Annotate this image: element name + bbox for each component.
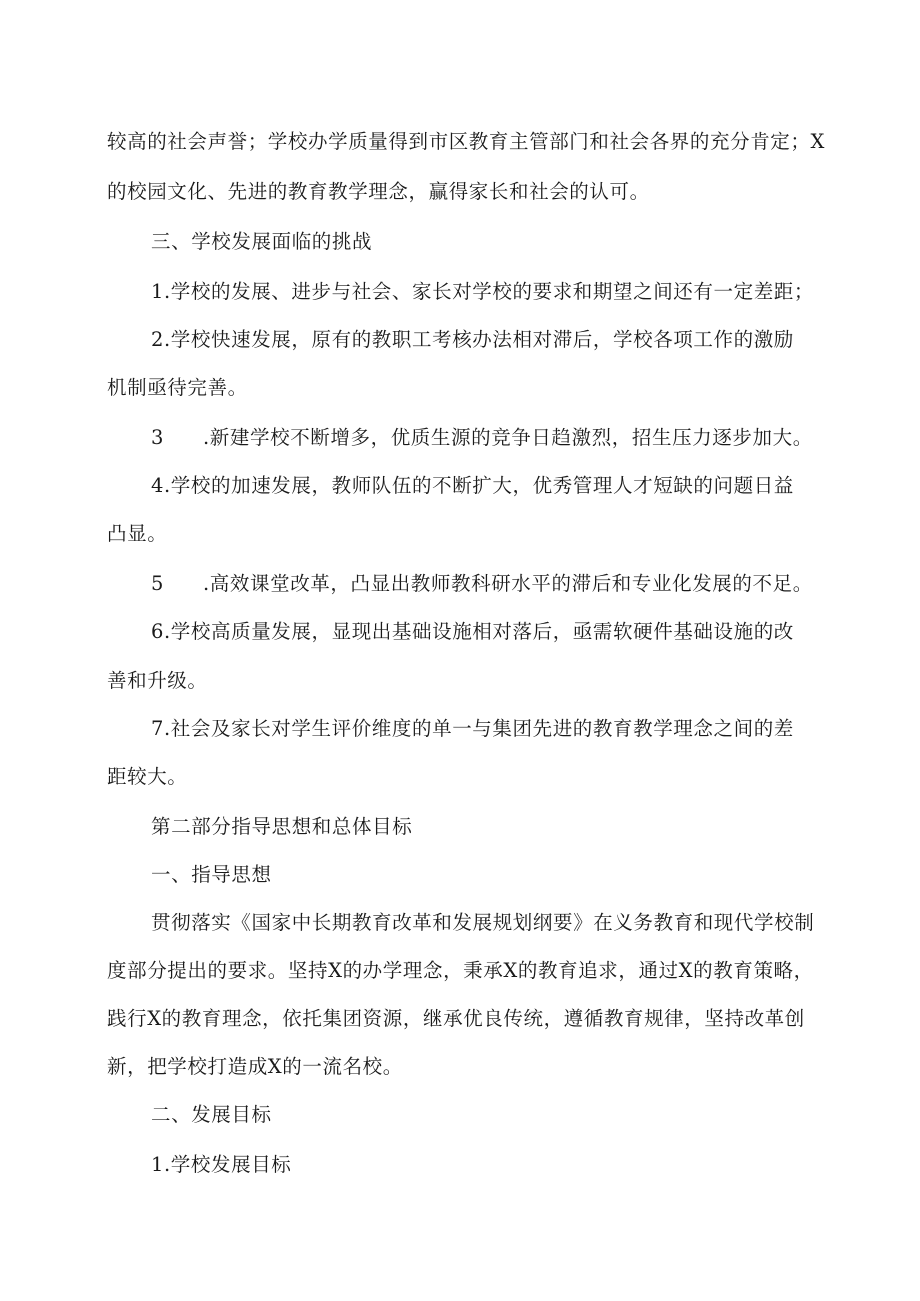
list-number: 5 <box>151 572 165 595</box>
list-item-continuation: 善和升级。 <box>107 669 208 692</box>
list-item-text: .新建学校不断增多，优质生源的竞争日趋激烈，招生压力逐步加大。 <box>203 426 813 449</box>
list-item-continuation: 凸显。 <box>107 522 168 545</box>
section-heading: 二、发展目标 <box>151 1103 272 1126</box>
list-item-continuation: 机制亟待完善。 <box>107 376 248 399</box>
list-item: 7.社会及家长对学生评价维度的单一与集团先进的教育教学理念之间的差 <box>151 717 794 740</box>
list-item-text: .高效课堂改革，凸显出教师教科研水平的滞后和专业化发展的不足。 <box>203 572 813 595</box>
list-item: 1.学校的发展、进步与社会、家长对学校的要求和期望之间还有一定差距； <box>151 280 815 303</box>
list-item <box>151 426 813 450</box>
paragraph-line: 较高的社会声誉；学校办学质量得到市区教育主管部门和社会各界的充分肯定；X <box>107 130 825 153</box>
subsection-heading: 1.学校发展目标 <box>151 1153 292 1176</box>
paragraph-line: 新，把学校打造成X的一流名校。 <box>107 1055 403 1078</box>
list-item: 4.学校的加速发展，教师队伍的不断扩大，优秀管理人才短缺的问题日益 <box>151 474 794 497</box>
list-number: 3 <box>151 426 165 449</box>
section-heading: 三、学校发展面临的挑战 <box>151 230 373 253</box>
part-heading: 第二部分指导思想和总体目标 <box>151 815 413 838</box>
paragraph-line: 度部分提出的要求。坚持X的办学理念，秉承X的教育追求，通过X的教育策略， <box>107 959 814 982</box>
list-item-continuation: 距较大。 <box>107 765 188 788</box>
paragraph-line: 的校园文化、先进的教育教学理念，赢得家长和社会的认可。 <box>107 180 650 203</box>
list-item <box>151 572 813 596</box>
paragraph-line: 践行X的教育理念，依托集团资源，继承优良传统，遵循教育规律，坚持改革创 <box>107 1007 805 1030</box>
list-item: 6.学校高质量发展，显现出基础设施相对落后，亟需软硬件基础设施的改 <box>151 620 794 643</box>
paragraph-line: 贯彻落实《国家中长期教育改革和发展规划纲要》在义务教育和现代学校制 <box>151 911 815 934</box>
section-heading: 一、指导思想 <box>151 863 272 886</box>
list-item: 2.学校快速发展，原有的教职工考核办法相对滞后，学校各项工作的激励 <box>151 328 794 351</box>
